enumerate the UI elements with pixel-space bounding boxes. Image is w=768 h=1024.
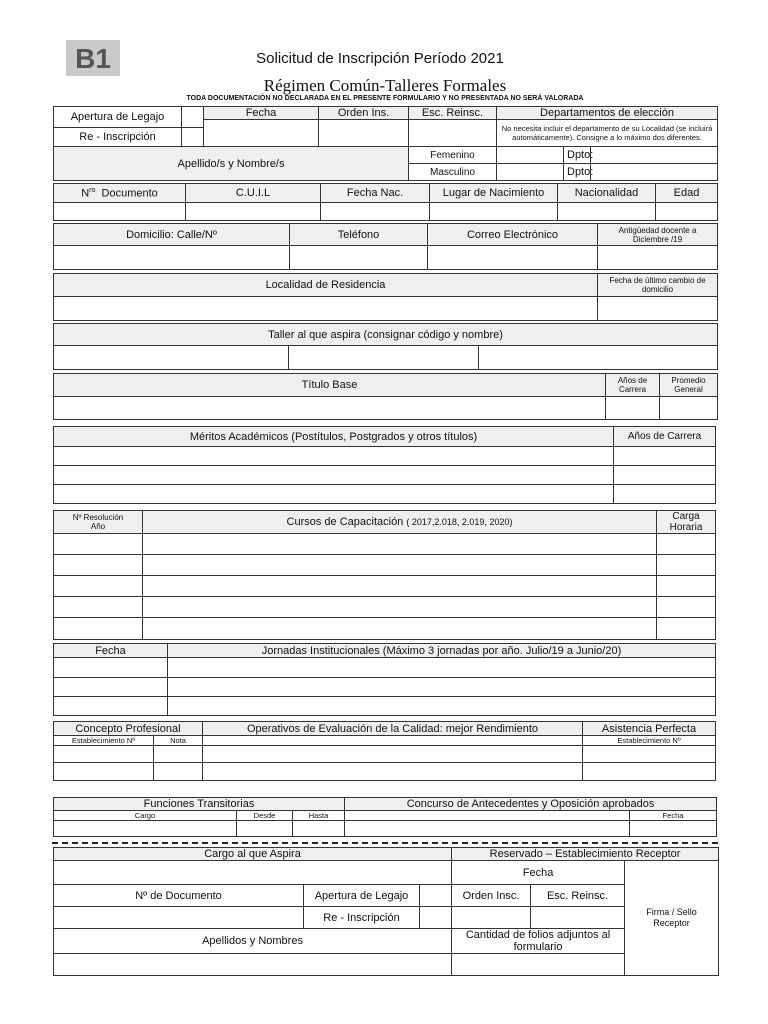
section-registration: [53, 106, 718, 181]
receipt-nro-documento-label: Nº de Documento: [54, 885, 304, 907]
operativos-label: Operativos de Evaluación de la Calidad: mejor Rendimiento: [203, 722, 583, 736]
receipt-apertura-label: Apertura de Legajo: [304, 885, 420, 907]
folios-label: Cantidad de folios adjuntos al formulario: [452, 929, 625, 954]
concurso-fecha-field[interactable]: [630, 821, 717, 837]
cuil-field[interactable]: [186, 203, 321, 221]
edad-label: Edad: [656, 184, 718, 203]
reinscripcion-label: Re - Inscripción: [54, 128, 182, 147]
folios-field[interactable]: [452, 954, 625, 976]
lugar-nacimiento-label: Lugar de Nacimiento: [430, 184, 558, 203]
section-workshop: [53, 323, 718, 370]
firma-sello-label: Firma / Sello Receptor: [646, 907, 697, 928]
lugar-nacimiento-field[interactable]: [430, 203, 558, 221]
curso-field[interactable]: [143, 576, 657, 597]
apertura-legajo-box[interactable]: [182, 107, 204, 128]
taller-field-2[interactable]: [289, 346, 479, 370]
merito-anios-field[interactable]: [614, 485, 716, 504]
curso-field[interactable]: [143, 555, 657, 576]
reservado-label: Reservado – Establecimiento Receptor: [452, 848, 719, 861]
dpto-2-field[interactable]: [591, 164, 718, 181]
apertura-legajo-label: Apertura de Legajo: [54, 107, 182, 128]
localidad-field[interactable]: [54, 297, 598, 321]
form-title: Solicitud de Inscripción Período 2021: [256, 50, 504, 67]
section-merits: [53, 426, 716, 504]
orden-ins-label: Orden Ins.: [319, 107, 409, 120]
nota-field[interactable]: [154, 763, 203, 781]
form-code-badge: B1: [66, 40, 120, 76]
funciones-transitorias-label: Funciones Transitorias: [54, 798, 345, 811]
carga-horaria-label: Carga Horaria: [657, 511, 716, 534]
cursos-text: Cursos de Capacitación: [286, 516, 404, 528]
carga-field[interactable]: [657, 534, 716, 555]
resolucion-anio-text: Año: [90, 522, 106, 531]
section-address: [53, 223, 718, 270]
cursos-label: [143, 511, 657, 534]
fecha-cambio-domicilio-field[interactable]: [598, 297, 718, 321]
edad-field[interactable]: [656, 203, 718, 221]
establecimiento-2-label: Establecimiento Nº: [583, 736, 716, 746]
cargo-field[interactable]: [54, 821, 237, 837]
fecha-field[interactable]: [204, 120, 319, 147]
cursos-years-text: ( 2017,2.018, 2.019, 2020): [406, 517, 513, 527]
asistencia-field[interactable]: [583, 746, 716, 763]
orden-ins-field[interactable]: [319, 120, 409, 147]
cargo-label: Cargo: [54, 811, 237, 821]
section-evaluation: [53, 721, 716, 781]
jornada-field[interactable]: [168, 678, 716, 697]
section-residence: [53, 273, 718, 321]
receipt-esc-field[interactable]: [531, 907, 625, 929]
jornada-field[interactable]: [168, 658, 716, 678]
titulo-base-label: Título Base: [54, 374, 606, 397]
carga-field[interactable]: [657, 555, 716, 576]
dpto-2-label: Dpto:: [564, 164, 591, 181]
section-degree: [53, 373, 718, 420]
merito-field[interactable]: [54, 485, 614, 504]
merito-field[interactable]: [54, 447, 614, 466]
cuil-label: C.U.I.L: [186, 184, 321, 203]
receipt-orden-label: Orden Insc.: [452, 885, 531, 907]
meritos-anios-label: Años de Carrera: [614, 427, 716, 447]
promedio-general-field[interactable]: [660, 397, 718, 420]
esc-reinsc-label: Esc. Reinsc.: [409, 107, 497, 120]
notice-text: TODA DOCUMENTACIÓN NO DECLARADA EN EL PRESENTE FORMULARIO Y NO PRESENTADA NO SERÁ VALORADA: [186, 95, 584, 102]
asistencia-perfecta-label: Asistencia Perfecta: [583, 722, 716, 736]
resolucion-text: Nº Resolución: [72, 513, 124, 522]
femenino-label: Femenino: [409, 147, 497, 164]
resolucion-field[interactable]: [54, 618, 143, 640]
localidad-label: Localidad de Residencia: [54, 274, 598, 297]
section-courses: [53, 510, 716, 640]
jornada-field[interactable]: [168, 697, 716, 716]
nacionalidad-field[interactable]: [558, 203, 656, 221]
resolucion-field[interactable]: [54, 534, 143, 555]
hasta-label: Hasta: [293, 811, 345, 821]
fecha-cambio-domicilio-label: Fecha de último cambio de domicilio: [598, 274, 718, 297]
receipt-esc-label: Esc. Reinsc.: [531, 885, 625, 907]
receipt-apertura-box[interactable]: [420, 885, 452, 907]
hasta-field[interactable]: [293, 821, 345, 837]
carga-field[interactable]: [657, 576, 716, 597]
domicilio-field[interactable]: [54, 246, 290, 270]
nota-label: Nota: [154, 736, 203, 746]
resolucion-field[interactable]: [54, 555, 143, 576]
carga-field[interactable]: [657, 618, 716, 640]
asistencia-field[interactable]: [583, 763, 716, 781]
merito-field[interactable]: [54, 466, 614, 485]
curso-field[interactable]: [143, 597, 657, 618]
concurso-field[interactable]: [345, 821, 630, 837]
antiguedad-field[interactable]: [598, 246, 718, 270]
telefono-label: Teléfono: [290, 224, 428, 246]
merito-anios-field[interactable]: [614, 447, 716, 466]
concepto-profesional-label: Concepto Profesional: [54, 722, 203, 736]
antiguedad-label: Antigüedad docente a Diciembre /19: [598, 224, 718, 246]
nota-field[interactable]: [154, 746, 203, 763]
telefono-field[interactable]: [290, 246, 428, 270]
promedio-general-label: Promedio General: [660, 374, 718, 397]
correo-label: Correo Electrónico: [428, 224, 598, 246]
fecha-label: Fecha: [204, 107, 319, 120]
resolucion-label: [54, 511, 143, 534]
jornada-fecha-field[interactable]: [54, 658, 168, 678]
nro-documento-sup: ro: [89, 186, 96, 194]
nro-documento-n: N: [81, 187, 90, 200]
dpto-1-field[interactable]: [591, 147, 718, 164]
fecha-nac-field[interactable]: [321, 203, 430, 221]
carga-field[interactable]: [657, 597, 716, 618]
fecha-nac-label: Fecha Nac.: [321, 184, 430, 203]
anios-carrera-field[interactable]: [606, 397, 660, 420]
section-identity: [53, 183, 718, 221]
desde-field[interactable]: [237, 821, 293, 837]
curso-field[interactable]: [143, 618, 657, 640]
jornada-fecha-field[interactable]: [54, 678, 168, 697]
taller-field-3[interactable]: [479, 346, 718, 370]
receipt-nro-documento-field[interactable]: [54, 907, 304, 929]
masculino-label: Masculino: [409, 164, 497, 181]
resolucion-field[interactable]: [54, 576, 143, 597]
section-receipt: [53, 847, 719, 976]
femenino-box[interactable]: [497, 147, 564, 164]
operativos-field[interactable]: [203, 763, 583, 781]
form-subtitle: Régimen Común-Talleres Formales: [263, 76, 507, 95]
establecimiento-label: Establecimiento Nº: [54, 736, 154, 746]
section-institutional-days: [53, 643, 716, 716]
nro-documento-field[interactable]: [54, 203, 186, 221]
concurso-fecha-label: Fecha: [630, 811, 717, 821]
cargo-aspira-field[interactable]: [54, 861, 452, 885]
receptor-fecha-label: Fecha: [452, 861, 625, 885]
jornada-fecha-field[interactable]: [54, 697, 168, 716]
section-functions: [53, 797, 717, 837]
jornadas-fecha-label: Fecha: [54, 644, 168, 658]
apellido-nombre-label: Apellido/s y Nombre/s: [54, 147, 409, 181]
desde-label: Desde: [237, 811, 293, 821]
anios-carrera-label: Años de Carrera: [606, 374, 660, 397]
dpto-1-label: Dpto:: [564, 147, 591, 164]
concurso-label: Concurso de Antecedentes y Oposición aprobados: [345, 798, 717, 811]
reinscripcion-box[interactable]: [182, 128, 204, 147]
cut-line: [52, 842, 718, 844]
receipt-reinscripcion-box[interactable]: [420, 907, 452, 929]
taller-field-1[interactable]: [54, 346, 289, 370]
receipt-reinscripcion-label: Re - Inscripción: [304, 907, 420, 929]
jornadas-label: Jornadas Institucionales (Máximo 3 jornadas por año. Julio/19 a Junio/20): [168, 644, 716, 658]
titulo-base-field[interactable]: [54, 397, 606, 420]
departamentos-note: No necesita incluir el departamento de su Localidad (se incluirá automáticamente). Consigne a lo máximo dos diferentes.: [497, 120, 718, 147]
masculino-box[interactable]: [497, 164, 564, 181]
establecimiento-field[interactable]: [54, 763, 154, 781]
operativos-spacer: [203, 736, 583, 746]
merito-anios-field[interactable]: [614, 466, 716, 485]
meritos-label: Méritos Académicos (Postítulos, Postgrados y otros títulos): [54, 427, 614, 447]
departamentos-label: Departamentos de elección: [497, 107, 718, 120]
curso-field[interactable]: [143, 534, 657, 555]
establecimiento-field[interactable]: [54, 746, 154, 763]
nro-documento-label: [54, 184, 186, 203]
concurso-spacer: [345, 811, 630, 821]
esc-reinsc-field[interactable]: [409, 120, 497, 147]
operativos-field[interactable]: [203, 746, 583, 763]
nro-documento-text: Documento: [101, 187, 158, 200]
cargo-aspira-label: Cargo al que Aspira: [54, 848, 452, 861]
firma-sello-area[interactable]: [625, 861, 719, 976]
receipt-apellidos-label: Apellidos y Nombres: [54, 929, 452, 954]
nacionalidad-label: Nacionalidad: [558, 184, 656, 203]
receipt-orden-field[interactable]: [452, 907, 531, 929]
correo-field[interactable]: [428, 246, 598, 270]
receipt-apellidos-field[interactable]: [54, 954, 452, 976]
resolucion-field[interactable]: [54, 597, 143, 618]
taller-label: Taller al que aspira (consignar código y nombre): [54, 324, 718, 346]
domicilio-label: Domicilio: Calle/Nº: [54, 224, 290, 246]
